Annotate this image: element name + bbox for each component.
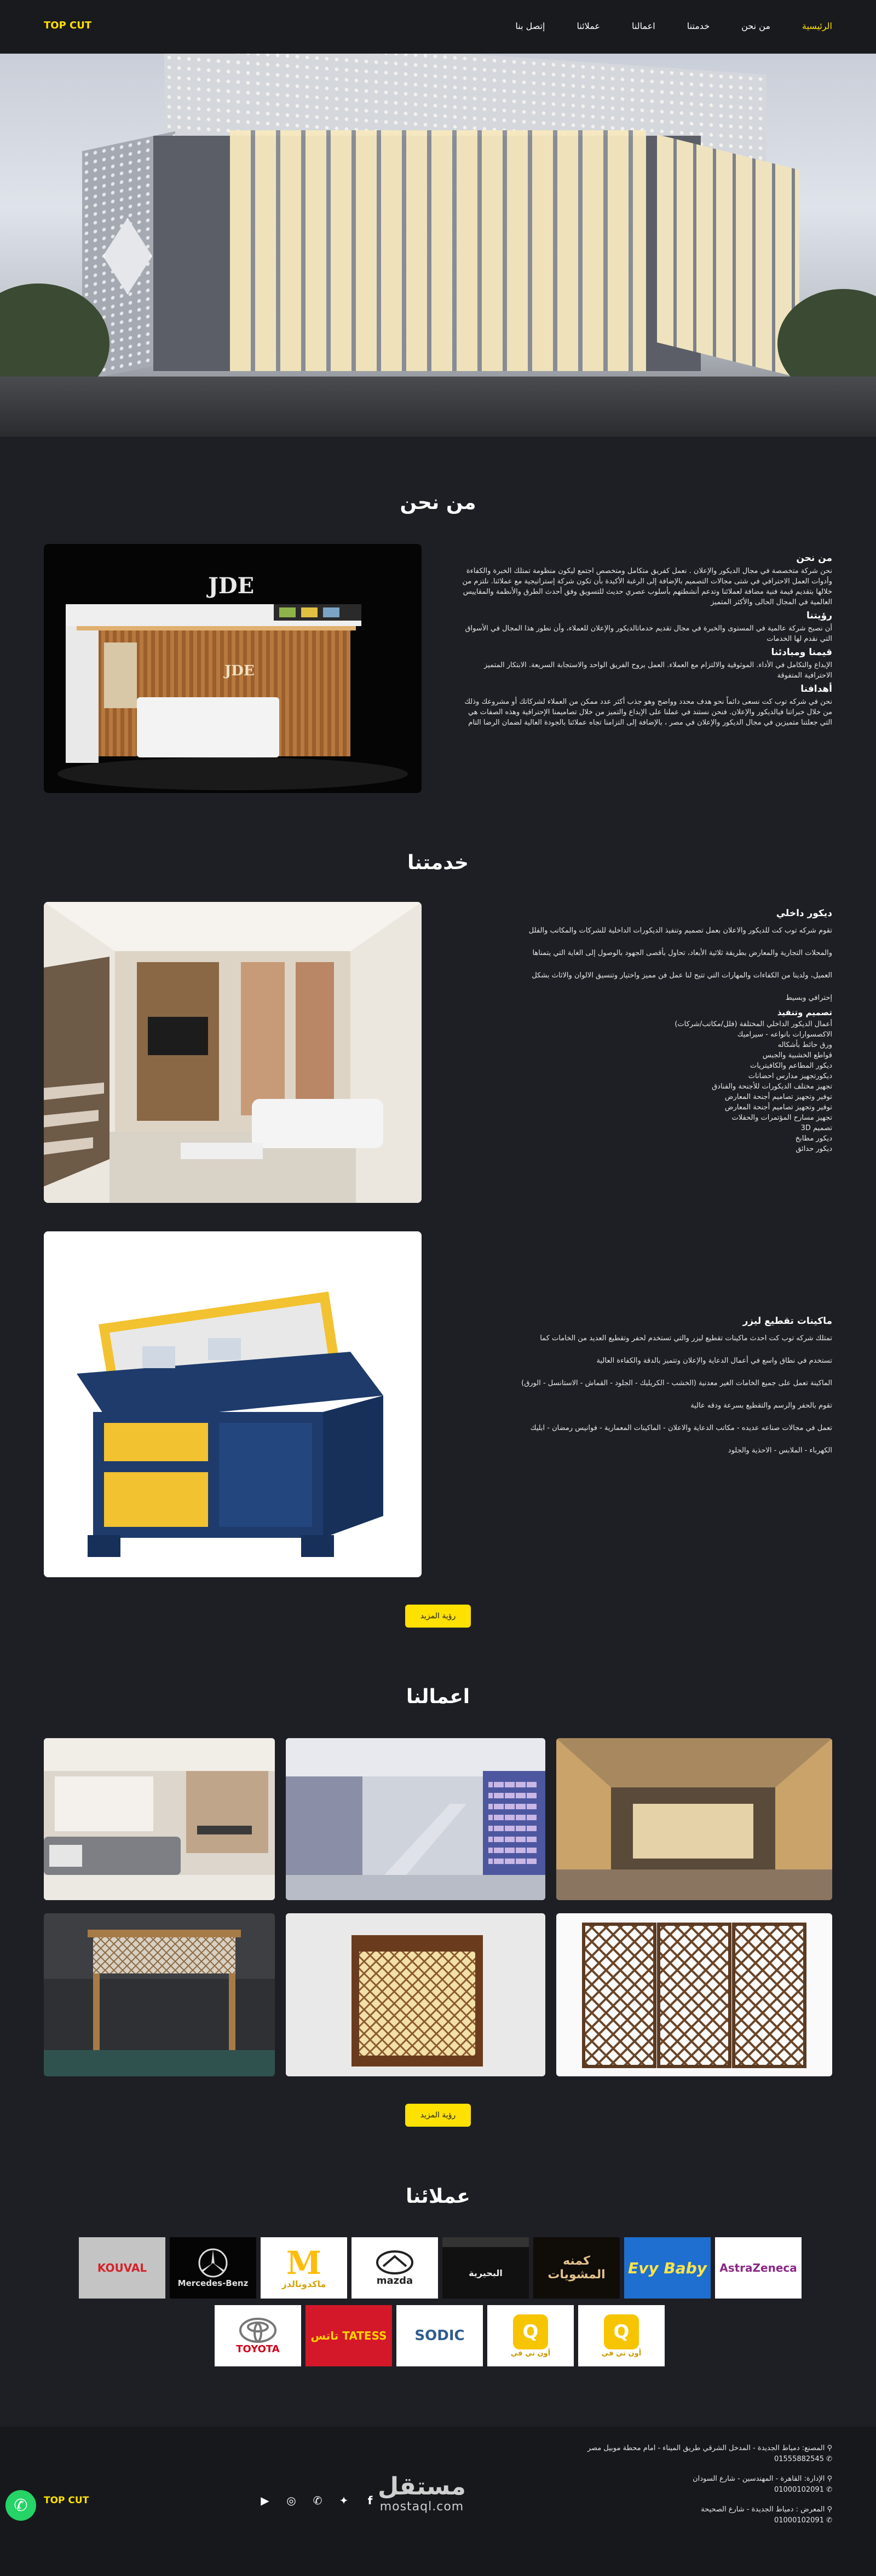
client-logo-kouval	[79, 2237, 165, 2299]
instagram-icon[interactable]: ◎	[286, 2494, 296, 2507]
contact-info	[482, 2443, 832, 2535]
building-facade	[230, 130, 646, 371]
mostaql-badge[interactable]	[378, 2474, 466, 2514]
whatsapp-float-button[interactable]	[5, 2490, 36, 2521]
client-name: TOYOTA	[236, 2343, 280, 2355]
list-item: ديكور المطاعم والكافيتريات	[750, 1062, 832, 1070]
contact-item	[482, 2474, 832, 2496]
work-image-table[interactable]	[44, 1913, 275, 2076]
list-item: توفير وتجهيز تصاميم أجنحة المعارض	[724, 1093, 832, 1101]
nav-contact[interactable]: إتصل بنا	[515, 21, 545, 31]
client-logo-tatess	[306, 2305, 392, 2366]
phone-icon: ✆	[823, 2455, 832, 2463]
client-logo-sodic	[396, 2305, 483, 2366]
mercedes-star-icon	[198, 2248, 228, 2278]
whatsapp-icon[interactable]: ✆	[313, 2494, 322, 2507]
mostaql-arabic: مستقل	[378, 2473, 466, 2500]
social-links	[256, 2492, 379, 2509]
client-logo-mcdonalds	[261, 2237, 347, 2299]
client-name: Evy Baby	[628, 2259, 707, 2277]
phone-number[interactable]: 01000102091	[774, 2516, 824, 2525]
list-item: توفير وتجهيز تصاميم أجنحة المعارض	[724, 1103, 832, 1112]
services-title: خدمتنا	[407, 852, 469, 874]
toyota-emblem	[239, 2317, 277, 2343]
service-interior-decor	[460, 908, 832, 1154]
nav-services[interactable]: خدمتنا	[687, 21, 710, 31]
ontv-icon: Q	[604, 2314, 639, 2349]
work-image-living-room[interactable]	[44, 1738, 275, 1900]
phone-number[interactable]: 01555882545	[774, 2455, 824, 2463]
phone-number[interactable]: 01000102091	[774, 2486, 824, 2494]
whatsapp-icon: ✆	[14, 2496, 28, 2515]
service-image-interior	[44, 902, 422, 1203]
work-image-lamp[interactable]	[286, 1913, 545, 2076]
service-heading: ماكينات تقطيع ليزر	[742, 1316, 832, 1327]
svg-text:JDE: JDE	[208, 573, 255, 599]
service-subheading: تصميم وتنفيذ	[777, 1008, 832, 1017]
values-heading: قيمنا ومبادئنا	[771, 647, 832, 658]
list-item: قواطع الخشبية والجبس	[762, 1051, 832, 1060]
goals-heading: أهدافنا	[800, 684, 832, 694]
client-name: تاتس TATESS	[310, 2329, 387, 2342]
footer-brand[interactable]: TOP CUT	[44, 2495, 89, 2506]
client-logo-behira	[442, 2237, 529, 2299]
service-paragraph: إحترافي وبسيط	[785, 994, 832, 1002]
service-heading: ديكور داخلي	[776, 908, 832, 919]
about-title: من نحن	[400, 491, 476, 514]
vision-paragraph: أن نصبح شركة عالمية في المستوى والخبرة في مجال تقديم خدماتالديكور والإعلان للعملاء، وأن نطور هذا المجال في الأسواق التي نقدم لها الخدمات	[465, 624, 832, 643]
list-item: ديكور حدائق	[796, 1145, 832, 1153]
contact-item	[482, 2443, 832, 2465]
clients-title: عملائنا	[406, 2185, 470, 2208]
service-paragraph: العميل، ولدينا من الكفاءات والمهارات التي تتيح لنا عمل فن مميز واختيار وتنسيق الالوان والاثاث بشكل	[532, 971, 832, 980]
address-text: الإدارة: القاهرة - المهندسين - شارع السودان	[693, 2475, 825, 2483]
client-logo-evy-baby	[624, 2237, 711, 2299]
youtube-icon[interactable]: ▶	[261, 2494, 269, 2507]
about-text	[460, 550, 832, 728]
location-icon: ⚲	[825, 2444, 832, 2452]
client-name: أون تي في	[510, 2349, 551, 2358]
client-logo-ontv	[578, 2305, 665, 2366]
address-text: المعرض : دمياط الجديدة - شارع الصحيحة	[701, 2505, 825, 2514]
works-title: اعمالنا	[406, 1686, 470, 1708]
mostaql-domain: mostaql.com	[379, 2500, 464, 2514]
svg-text:JDE: JDE	[224, 663, 255, 679]
client-logo-ontv	[487, 2305, 574, 2366]
footer	[0, 2427, 876, 2576]
ground	[0, 377, 876, 437]
service-paragraph: تقوم شركه توب كت للديكور والاعلان بعمل تصميم وتنفيذ الديكورات الداخلية للشركات والمكاتب والفلل	[528, 927, 832, 935]
client-logo-astrazeneca	[715, 2237, 802, 2299]
work-image-showroom[interactable]	[556, 1738, 832, 1900]
mazda-emblem	[376, 2250, 414, 2275]
client-logo-mazda	[351, 2237, 438, 2299]
about-heading: من نحن	[796, 553, 832, 564]
service-paragraph: تعمل في مجالات صناعه عديده - مكاتب الدعاية والاعلان - الماكينات المعمارية - فوانيس رمضان - ابليك	[530, 1424, 832, 1432]
works-more-button[interactable]: رؤية المزيد	[405, 2104, 471, 2127]
facebook-icon[interactable]: f	[367, 2494, 373, 2507]
client-name: أون تي في	[601, 2349, 642, 2358]
about-image-booth	[44, 544, 422, 793]
work-image-screen-divider[interactable]	[556, 1913, 832, 2076]
list-item: ديكور مطابخ	[795, 1134, 832, 1143]
service-image-laser-machine	[44, 1231, 422, 1577]
hero-image	[0, 54, 876, 437]
client-name: mazda	[376, 2274, 413, 2286]
address-text: المصنع: دمياط الجديدة - المدخل الشرقي طريق الميناء - امام محطة موبيل مصر	[587, 2444, 825, 2452]
list-item: تجهيز مسارح المؤتمرات والحفلات	[731, 1114, 832, 1122]
ontv-icon: Q	[513, 2314, 548, 2349]
phone-icon: ✆	[823, 2516, 832, 2525]
client-name: كمنه المشويات	[548, 2254, 606, 2282]
phone-icon: ✆	[823, 2486, 832, 2494]
nav-works[interactable]: اعمالنا	[632, 21, 655, 31]
service-paragraph: تقوم بالحفر والرسم والتقطيع بسرعة ودقه عالية	[690, 1402, 832, 1410]
list-item: أعمال الديكور الداخلي المختلفة (فلل/مكاتب/شركات)	[675, 1020, 832, 1028]
client-name: ماكدونالدز	[281, 2278, 326, 2289]
values-paragraph: الإبداع والتكامل في الأداء. الموثوقية والالتزام مع العملاء. العمل بروح الفريق الواحد والاستجابة السريعة. الابتكار المتميز الاحترافية المتفوقة	[484, 661, 832, 680]
nav-home[interactable]: الرئيسية	[802, 21, 832, 31]
location-icon: ⚲	[825, 2505, 832, 2514]
services-more-button[interactable]: رؤية المزيد	[405, 1605, 471, 1628]
service-paragraph: الكهرباء - الملابس - الاحذية والجلود	[728, 1446, 832, 1455]
client-name: Mercedes-Benz	[177, 2278, 249, 2288]
client-logo-toyota	[215, 2305, 301, 2366]
service-laser-cutting	[460, 1316, 832, 1468]
main-menu	[515, 21, 832, 31]
list-item: تصميم 3D	[800, 1124, 832, 1132]
list-item: الاكصسوارات بانواعه - سيراميك	[737, 1031, 832, 1039]
nav-about[interactable]: من نحن	[741, 21, 770, 31]
service-list	[460, 1019, 832, 1154]
client-name: SODIC	[414, 2328, 465, 2344]
client-name: البحيرية	[469, 2267, 503, 2278]
location-icon: ⚲	[825, 2475, 832, 2483]
client-logo-kemna	[533, 2237, 620, 2299]
vision-heading: رؤيتنا	[806, 610, 832, 621]
service-paragraph: تمتلك شركه توب كت احدث ماكينات تقطيع ليزر والتي تستخدم لحفر وتقطيع العديد من الخامات كما	[540, 1334, 832, 1342]
top-navbar	[0, 0, 876, 54]
client-logo-mercedes	[170, 2237, 256, 2299]
work-image-store[interactable]	[286, 1738, 545, 1900]
client-name: AstraZeneca	[719, 2261, 797, 2274]
contact-item	[482, 2504, 832, 2526]
golden-arches-icon: M	[286, 2244, 322, 2282]
about-paragraph: نحن شركة متخصصة في مجال الديكور والإعلان . نعمل كفريق متكامل ومتخصص اجتمع ليكون منظومة تمتلك الخبرة والكفاءة وأدوات العمل الاحترافي في شتى مجالات التصميم بالإضافة إلى الرغبة الأكيدة بأن تكون شركة إستراتيجية مع عملائنا. نلتزم من خلالها بتقديم قيمة فنية مضافة لعملائنا وتدعم أنشطتهم بأسلوب عصري حديث للتسويق وفق أحدث الطرق والأنظمة والمقاييس العالمية في المجال الحالى والأكثر المتميز	[462, 567, 832, 606]
nav-clients[interactable]: عملائنا	[577, 21, 600, 31]
brand-logo[interactable]: TOP CUT	[44, 20, 92, 31]
service-paragraph: تستخدم في نطاق واسع في أعمال الدعاية والإعلان وتتميز بالدقة والكفاءة العالية	[596, 1357, 832, 1365]
service-paragraph: والمحلات التجارية والمعارض بطريقة ثلاثية الأبعاد، تحاول بأقصى الجهود بالوصول إلى الغاية التي يتمناها	[532, 949, 832, 957]
list-item: ديكورتجهيز مدارس احضانات	[748, 1072, 832, 1080]
goals-paragraph: نحن في شركه توب كت نسعى دائماً نحو هدف محدد وواضح وهو جذب أكثر عدد ممكن من العملاء لشركاتك أو مشروعك وذلك من خلال خبراتنا فيالديكور والإعلان. فنحن نستند في عملنا على الإبداع والتميز من خلال تصاميمنا الإحترافية وهذه الصفات هي التي جعلتنا متميزين في مجال الديكور والإعلان في مصر ، بالإضافة إلى التزامنا تجاه عملائنا بالجودة العالية لضمان الرضا التام	[464, 698, 832, 727]
service-paragraph: الماكينة تعمل على جميع الخامات الغير معدنية (الخشب - الكريليك - الجلود - القماش - الاستانسل - الورق)	[521, 1379, 832, 1387]
client-name: KOUVAL	[97, 2261, 147, 2274]
twitter-icon[interactable]: ✦	[339, 2494, 349, 2507]
list-item: ورق حائط بأشكاله	[777, 1041, 832, 1049]
list-item: تجهيز مختلف الديكورات للأجنحة والفنادق	[712, 1083, 832, 1091]
